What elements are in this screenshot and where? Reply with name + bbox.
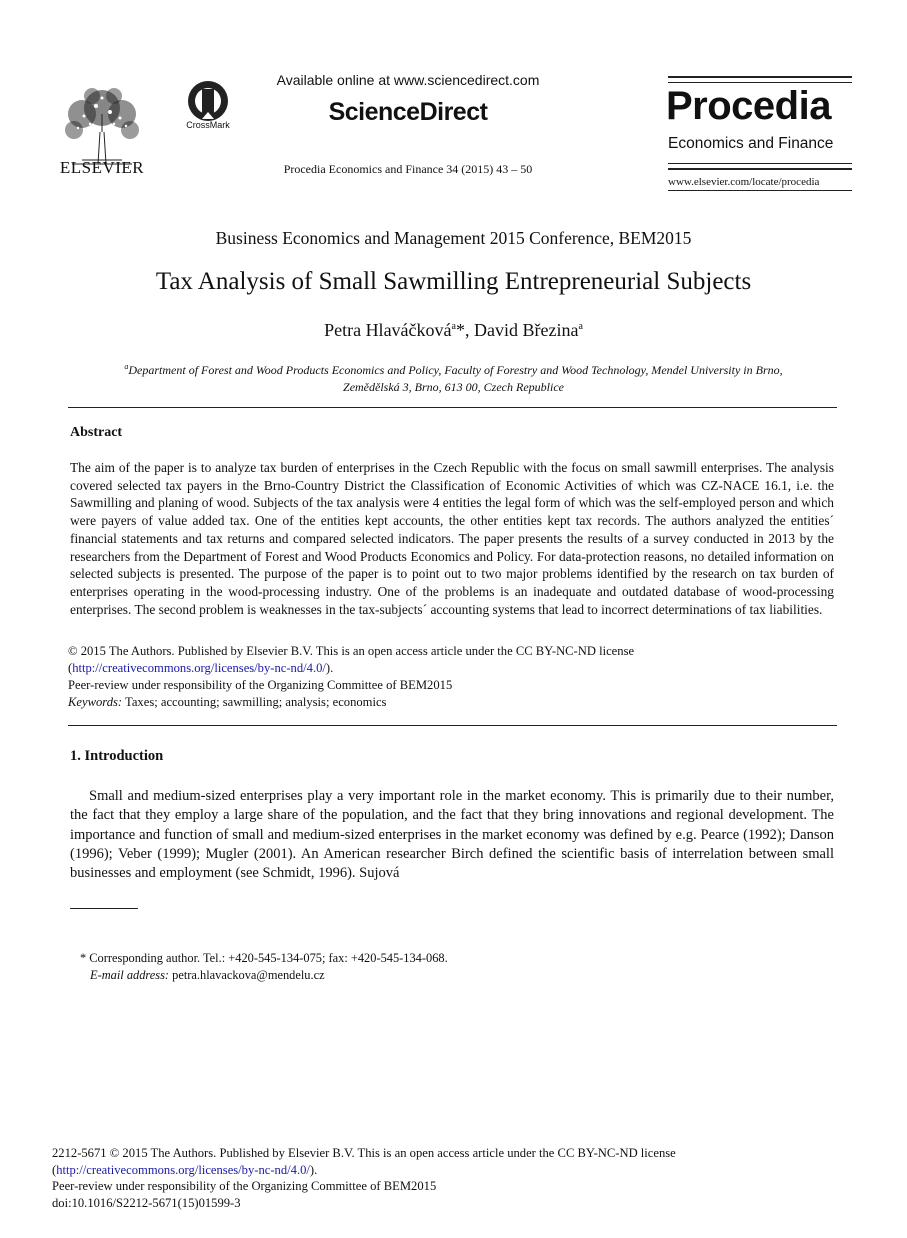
abstract-heading: Abstract [70, 425, 123, 440]
conference-name: Business Economics and Management 2015 Conference, BEM2015 [215, 228, 692, 248]
available-online-text: Available online at www.sciencedirect.com [276, 72, 540, 88]
affiliation-marker: a [124, 362, 129, 371]
corresponding-marker: *, [455, 320, 474, 340]
email-label: E-mail address: [90, 968, 170, 982]
footer-license [52, 1162, 752, 1179]
issn-line: 2212-5671 © 2015 The Authors. Published by Elsevier B.V. This is an open access article under the CC BY-NC-ND license [52, 1146, 676, 1160]
procedia-wordmark: Procedia [666, 84, 831, 128]
section-divider [68, 407, 837, 408]
author-affiliation [80, 358, 827, 396]
procedia-url-link[interactable]: www.elsevier.com/locate/procedia [668, 176, 820, 188]
keywords [68, 694, 834, 711]
corresponding-author-footnote: * Corresponding author. Tel.: +420-545-134-075; fax: +420-545-134-068. [80, 951, 448, 965]
affiliation-line: Department of Forest and Wood Products Economics and Policy, Faculty of Forestry and Wood Technology, Mendel University in Brno, [128, 363, 783, 377]
author-name: Petra Hlaváčková [324, 320, 452, 340]
author-list [0, 320, 907, 341]
abstract-text: The aim of the paper is to analyze tax burden of enterprises in the Czech Republic with the focus on small sawmill enterprises. The analysis covered selected tax payers in the Brno-Country District the Classification of Economic Activities of which was CZ-NACE 16.1, i.e. the Sawmilling and planing of wood. Subjects of the tax analysis were 4 entities the legal form of which was the self-employed person and which were payers of value added tax. One of the entities kept accounts, the other entities kept tax records. The authors analyzed the entities´ financial statements and tax returns and compared selected indicators. The paper presents the results of a survey conducted in 2013 by the researchers from the Department of Forest and Wood Products Economics and Policy. For data-protection reasons, no detailed information on selected subjects is presented. The purpose of the paper is to point out to two major problems identified by the research on tax burden of enterprises operating in the wood-processing industry. One of the problems is an inadequate and outdated database of wood-processing enterprises. The second problem is weaknesses in the tax-subjects´ accounting systems that lead to incorrect determinations of tax liabilities. [70, 460, 834, 617]
procedia-rule [668, 163, 852, 164]
affiliation-marker: a [578, 321, 583, 332]
peer-review-note: Peer-review under responsibility of the Organizing Committee of BEM2015 [52, 1179, 437, 1193]
introduction-body [70, 787, 834, 883]
crossmark-label: CrossMark [186, 120, 230, 130]
paren: ). [309, 1162, 318, 1177]
paper-title: Tax Analysis of Small Sawmilling Entrepreneurial Subjects [155, 268, 752, 295]
paren: ( [52, 1162, 57, 1177]
procedia-rule [668, 190, 852, 191]
copyright-text: © 2015 The Authors. Published by Elsevier B.V. This is an open access article under the CC BY-NC-ND license [68, 644, 635, 658]
sciencedirect-wordmark: ScienceDirect [328, 98, 488, 126]
section-heading: 1. Introduction [70, 748, 164, 764]
peer-review-note: Peer-review under responsibility of the Organizing Committee of BEM2015 [68, 678, 453, 692]
procedia-rule [668, 168, 852, 170]
publisher-name: ELSEVIER [59, 158, 145, 177]
footnote-rule [70, 908, 138, 909]
paragraph: Small and medium-sized enterprises play a very important role in the market economy. This is primarily due to their number, the fact that they employ a large share of the population, and the fact that they bring innovations and regional development. The importance and function of small and medium-sized enterprises in the market economy was defined by e.g. Pearce (1992); Danson (1996); Veber (1999); Mugler (2001). An American researcher Birch defined the scientific basis of interrelation between small businesses and employment (see Schmidt, 1996). Sujová [70, 788, 834, 882]
author-name: David Březina [473, 320, 579, 340]
doi[interactable]: doi:10.1016/S2212-5671(15)01599-3 [52, 1195, 241, 1210]
email-footnote [90, 968, 325, 983]
procedia-subtitle: Economics and Finance [668, 135, 834, 152]
keywords-label: Keywords: [68, 695, 123, 709]
license-link[interactable]: http://creativecommons.org/licenses/by-nc-nd/4.0/ [72, 661, 326, 675]
section-divider [68, 725, 837, 726]
affiliation-marker: a [451, 321, 456, 332]
affiliation-line: Zemědělská 3, Brno, 613 00, Czech Republice [343, 380, 564, 394]
copyright-notice [68, 643, 834, 677]
license-link[interactable]: http://creativecommons.org/licenses/by-nc-nd/4.0/ [56, 1162, 310, 1177]
email-address[interactable]: petra.hlavackova@mendelu.cz [169, 968, 325, 982]
procedia-rule [668, 82, 852, 83]
procedia-rule [668, 76, 852, 78]
footer [52, 1145, 752, 1211]
paren: ). [325, 661, 334, 675]
keywords-list: Taxes; accounting; sawmilling; analysis; economics [122, 695, 387, 709]
paren: ( [68, 661, 73, 675]
journal-reference: Procedia Economics and Finance 34 (2015) 43 – 50 [283, 162, 533, 176]
